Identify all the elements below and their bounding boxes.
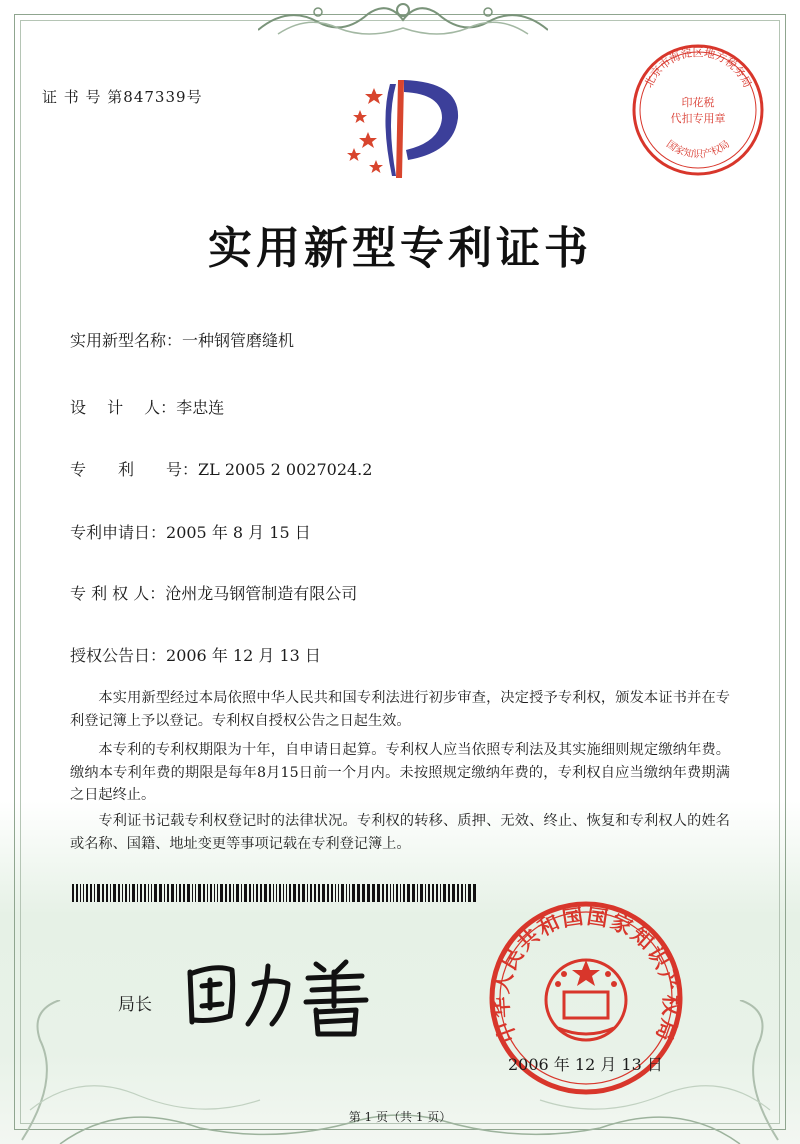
barcode-bar: [331, 884, 333, 902]
barcode-bar: [90, 884, 92, 902]
tax-stamp-icon: [628, 40, 768, 180]
field-value: 2005 年 8 月 15 日: [166, 523, 311, 542]
barcode-bar: [176, 884, 177, 902]
barcode-bar: [269, 884, 271, 902]
barcode-bar: [400, 884, 401, 902]
svg-text:北京市海淀区地方税务局: [642, 45, 754, 89]
barcode-bar: [293, 884, 296, 902]
barcode-bar: [159, 884, 162, 902]
barcode-bar: [144, 884, 146, 902]
barcode-bar: [106, 884, 108, 902]
barcode-bar: [428, 884, 430, 902]
barcode-bar: [187, 884, 190, 902]
barcode-bar: [203, 884, 205, 902]
barcode-bar: [198, 884, 201, 902]
barcode-bar: [244, 884, 247, 902]
barcode-bar: [377, 884, 380, 902]
barcode-bar: [217, 884, 218, 902]
barcode-bar: [279, 884, 281, 902]
barcode-bar: [148, 884, 149, 902]
barcode-bar: [225, 884, 227, 902]
field-label: 专 利 号：: [70, 460, 199, 479]
field-label: 专 利 权 人：: [70, 584, 166, 603]
director-signature-icon: [176, 950, 376, 1040]
barcode-bar: [151, 884, 152, 902]
barcode-bar: [367, 884, 370, 902]
barcode-bar: [461, 884, 463, 902]
barcode-bar: [125, 884, 127, 902]
barcode-bar: [164, 884, 165, 902]
barcode-bar: [256, 884, 258, 902]
barcode-bar: [220, 884, 223, 902]
barcode-bar: [233, 884, 234, 902]
field-label: 设 计 人：: [70, 398, 177, 417]
barcode-bar: [338, 884, 339, 902]
barcode-bar: [407, 884, 410, 902]
barcode-bar: [286, 884, 287, 902]
barcode-bar: [417, 884, 418, 902]
barcode-bar: [264, 884, 267, 902]
barcode-bar: [283, 884, 284, 902]
office-seal-ring-text: 中华人民共和国国家知识产权局: [488, 904, 684, 1046]
barcode-bar: [322, 884, 325, 902]
barcode-bar: [448, 884, 450, 902]
svg-text:国家知识产权局: [664, 138, 732, 160]
barcode-bar: [72, 884, 74, 902]
barcode-bar: [94, 884, 95, 902]
field-value: 一种钢管磨缝机: [182, 331, 295, 350]
tax-stamp-line-1: 印花税: [681, 96, 715, 109]
barcode-bar: [436, 884, 438, 902]
barcode-bar: [207, 884, 208, 902]
tax-stamp-ring-text: 北京市海淀区地方税务局: [641, 45, 755, 90]
barcode-bar: [137, 884, 138, 902]
barcode-bar: [260, 884, 262, 902]
field-label: 授权公告日：: [70, 646, 167, 665]
barcode-bar: [192, 884, 193, 902]
barcode-bar: [249, 884, 251, 902]
barcode-bar: [372, 884, 375, 902]
barcode-bar: [118, 884, 120, 902]
barcode-bar: [302, 884, 305, 902]
barcode-bar: [236, 884, 239, 902]
barcode-bar: [298, 884, 300, 902]
barcode-bar: [195, 884, 196, 902]
barcode-bar: [129, 884, 130, 902]
tax-stamp-line-2: 代扣专用章: [670, 112, 726, 125]
barcode-bar: [167, 884, 169, 902]
barcode-bar: [113, 884, 116, 902]
field-utility-model-name: [70, 328, 294, 351]
field-patent-number: [70, 457, 372, 480]
barcode-bar: [393, 884, 394, 902]
barcode-bar: [318, 884, 320, 902]
barcode-bar: [140, 884, 142, 902]
field-value: ZL 2005 2 0027024.2: [198, 460, 373, 479]
field-label: 专利申请日：: [70, 523, 167, 542]
certificate-title: 实用新型专利证书: [208, 223, 592, 274]
barcode-bar: [154, 884, 157, 902]
barcode-bar: [403, 884, 405, 902]
barcode-bar: [390, 884, 391, 902]
barcode-bar: [327, 884, 329, 902]
barcode-bar: [412, 884, 415, 902]
barcode-bar: [420, 884, 423, 902]
barcode-bar: [465, 884, 466, 902]
barcode-bar: [122, 884, 123, 902]
barcode-bar: [382, 884, 384, 902]
field-patentee: [70, 581, 357, 604]
barcode-bar: [276, 884, 277, 902]
barcode-bar: [452, 884, 455, 902]
barcode-bar: [289, 884, 291, 902]
barcode-bar: [425, 884, 426, 902]
barcode-bar: [253, 884, 254, 902]
barcode-bar: [210, 884, 212, 902]
field-value: 沧州龙马钢管制造有限公司: [165, 584, 358, 603]
barcode-bar: [86, 884, 88, 902]
top-ornament-icon: [258, 0, 548, 38]
patent-office-logo-icon: [330, 60, 470, 190]
barcode-bar: [443, 884, 446, 902]
director-label: 局长: [118, 995, 152, 1015]
field-application-date: [70, 520, 311, 543]
barcode-bar: [346, 884, 347, 902]
barcode-bar: [307, 884, 308, 902]
barcode-bar: [352, 884, 355, 902]
barcode-icon: [72, 884, 480, 902]
barcode-bar: [468, 884, 471, 902]
certificate-number: 证 书 号 第847339号: [42, 88, 203, 106]
barcode-bar: [362, 884, 365, 902]
barcode-bar: [440, 884, 441, 902]
paragraph-grant-statement: 本实用新型经过本局依照中华人民共和国专利法进行初步审查，决定授予专利权，颁发本证书并在专利登记簿上予以登记。专利权自授权公告之日起生效。: [70, 690, 730, 729]
barcode-bar: [341, 884, 344, 902]
barcode-bar: [310, 884, 312, 902]
barcode-bar: [110, 884, 111, 902]
barcode-bar: [335, 884, 336, 902]
field-label: 实用新型名称：: [70, 331, 183, 350]
barcode-bar: [357, 884, 360, 902]
barcode-bar: [396, 884, 398, 902]
barcode-bar: [214, 884, 215, 902]
barcode-bar: [349, 884, 350, 902]
barcode-bar: [273, 884, 274, 902]
paragraph-legal-status: 专利证书记载专利权登记时的法律状况。专利权的转移、质押、无效、终止、恢复和专利权人的姓名或名称、国籍、地址变更等事项记载在专利登记簿上。: [70, 813, 730, 852]
barcode-bar: [132, 884, 135, 902]
barcode-bar: [80, 884, 81, 902]
barcode-bar: [386, 884, 388, 902]
tax-stamp-bottom-text: 国家知识产权局: [663, 138, 733, 161]
page-number: 第 1 页（共 1 页）: [348, 1110, 452, 1124]
field-grant-date: [70, 643, 321, 666]
barcode-bar: [241, 884, 242, 902]
barcode-bar: [76, 884, 78, 902]
barcode-bar: [314, 884, 316, 902]
barcode-bar: [457, 884, 459, 902]
issue-date: 2006 年 12 月 13 日: [508, 1055, 663, 1074]
barcode-bar: [97, 884, 100, 902]
barcode-bar: [229, 884, 231, 902]
field-value: 李忠连: [176, 398, 225, 417]
barcode-bar: [473, 884, 476, 902]
barcode-bar: [102, 884, 104, 902]
field-designer: [70, 395, 224, 418]
barcode-bar: [183, 884, 185, 902]
barcode-bar: [432, 884, 434, 902]
paragraph-term-statement: 本专利的专利权期限为十年，自申请日起算。专利权人应当依照专利法及其实施细则规定缴纳年费。缴纳本专利年费的期限是每年8月15日前一个月内。未按照规定缴纳年费的，专利权自应当缴纳年费期满之日起终止。: [70, 742, 730, 803]
field-value: 2006 年 12 月 13 日: [166, 646, 321, 665]
barcode-bar: [171, 884, 174, 902]
barcode-bar: [83, 884, 84, 902]
barcode-bar: [179, 884, 181, 902]
